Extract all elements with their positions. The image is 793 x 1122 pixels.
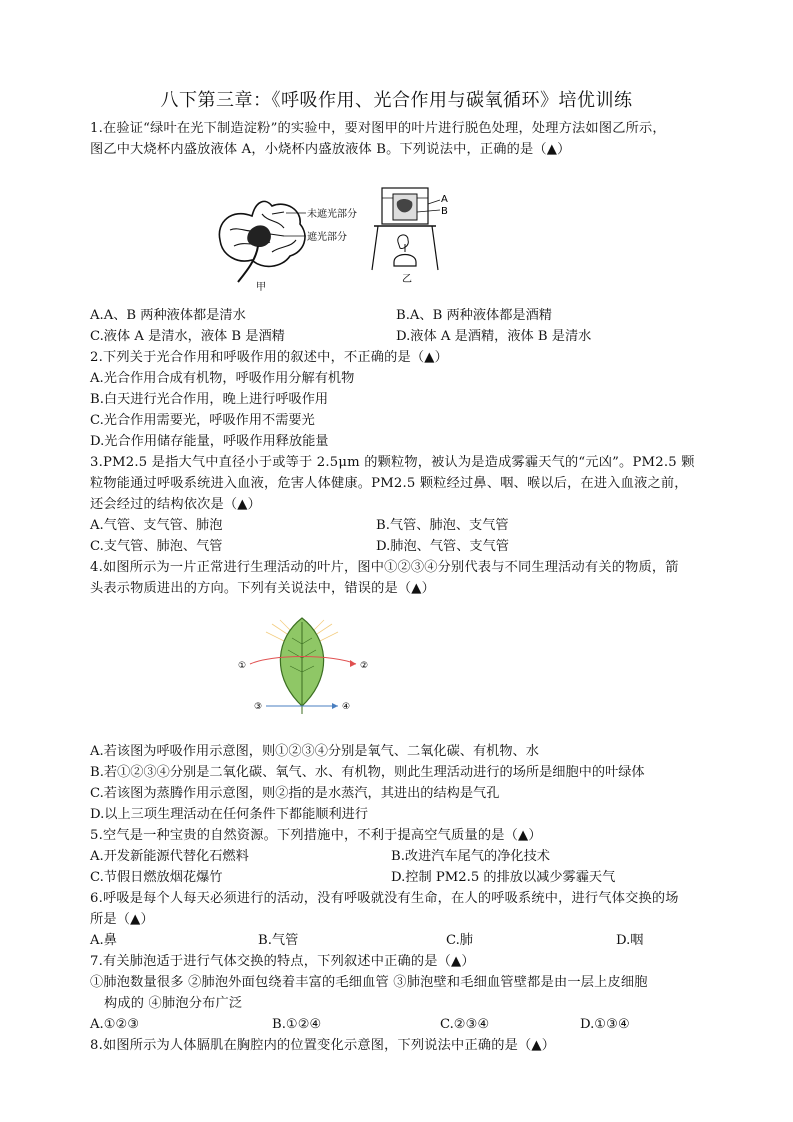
q4-label-2: ② — [360, 661, 369, 671]
q5-option-a: A.开发新能源代替化石燃料 — [90, 849, 249, 864]
q6-option-d: D.咽 — [616, 933, 644, 948]
q5-option-b: B.改进汽车尾气的净化技术 — [391, 849, 550, 864]
q3-stem-line3: 还会经过的结构依次是（▲） — [90, 497, 261, 512]
q3-option-c: C.支气管、肺泡、气管 — [90, 539, 223, 554]
q1-stem-line2: 图乙中大烧杯内盛放液体 A，小烧杯内盛放液体 B。下列说法中，正确的是（▲） — [90, 142, 571, 157]
q4-label-4: ④ — [342, 702, 351, 712]
q1-option-a: A.A、B 两种液体都是清水 — [90, 308, 246, 323]
q1-stem-line1: 1.在验证“绿叶在光下制造淀粉”的实验中，要对图甲的叶片进行脱色处理，处理方法如图乙所示， — [90, 121, 666, 136]
q1-option-c: C.液体 A 是清水，液体 B 是酒精 — [90, 329, 285, 344]
q2-option-b: B.白天进行光合作用，晚上进行呼吸作用 — [90, 392, 329, 407]
q4-option-d: D.以上三项生理活动在任何条件下都能顺利进行 — [90, 807, 369, 822]
page-title: 八下第三章：《呼吸作用、光合作用与碳氧循环》培优训练 — [160, 90, 633, 111]
q3-option-a: A.气管、支气管、肺泡 — [90, 518, 223, 533]
unshaded-label: 未遮光部分 — [307, 209, 357, 220]
leaf-jia-drawing — [219, 201, 305, 282]
q2-option-c: C.光合作用需要光，呼吸作用不需要光 — [90, 413, 315, 428]
q4-stem-line2: 头表示物质进出的方向。下列有关说法中，错误的是（▲） — [90, 581, 436, 596]
q7-option-a: A.①②③ — [90, 1017, 140, 1032]
q4-label-1: ① — [238, 661, 247, 671]
liquid-a-label: A — [441, 194, 448, 205]
fig-jia-label: 甲 — [256, 282, 266, 293]
fig-yi-label: 乙 — [402, 274, 412, 285]
q4-option-b: B.若①②③④分别是二氧化碳、氧气、水、有机物，则此生理活动进行的场所是细胞中的叶绿体 — [90, 765, 645, 780]
q3-option-d: D.肺泡、气管、支气管 — [376, 539, 509, 554]
q1-option-d: D.液体 A 是酒精，液体 B 是清水 — [396, 329, 592, 344]
q5-stem: 5.空气是一种宝贵的自然资源。下列措施中，不利于提高空气质量的是（▲） — [90, 828, 542, 843]
q6-option-a: A.鼻 — [90, 933, 117, 948]
q1-figure — [212, 186, 452, 294]
q7-option-b: B.①②④ — [272, 1017, 322, 1032]
shaded-label: 遮光部分 — [307, 232, 347, 243]
beaker-apparatus-yi-drawing — [372, 188, 438, 270]
q6-stem-line1: 6.呼吸是每个人每天必须进行的活动，没有呼吸就没有生命，在人的呼吸系统中，进行气体交换的场 — [90, 891, 679, 906]
q2-stem: 2.下列关于光合作用和呼吸作用的叙述中，不正确的是（▲） — [90, 350, 449, 365]
q2-option-a: A.光合作用合成有机物，呼吸作用分解有机物 — [90, 371, 355, 386]
q8-stem: 8.如图所示为人体膈肌在胸腔内的位置变化示意图，下列说法中正确的是（▲） — [90, 1038, 556, 1053]
q5-option-d: D.控制 PM2.5 的排放以减少雾霾天气 — [391, 870, 616, 885]
q4-option-a: A.若该图为呼吸作用示意图，则①②③④分别是氧气、二氧化碳、有机物、水 — [90, 744, 539, 759]
q7-option-d: D.①③④ — [580, 1017, 630, 1032]
q1-option-b: B.A、B 两种液体都是酒精 — [396, 308, 552, 323]
q4-label-3: ③ — [254, 702, 263, 712]
q4-stem-line1: 4.如图所示为一片正常进行生理活动的叶片，图中①②③④分别代表与不同生理活动有关的物质，箭 — [90, 560, 679, 575]
q6-stem-line2: 所是（▲） — [90, 912, 154, 927]
liquid-b-label: B — [441, 206, 448, 217]
q7-option-c: C.②③④ — [440, 1017, 490, 1032]
q6-option-b: B.气管 — [258, 933, 299, 948]
q4-option-c: C.若该图为蒸腾作用示意图，则②指的是水蒸汽，其进出的结构是气孔 — [90, 786, 500, 801]
q5-option-c: C.节假日燃放烟花爆竹 — [90, 870, 223, 885]
q7-stem: 7.有关肺泡适于进行气体交换的特点，下列叙述中正确的是（▲） — [90, 954, 475, 969]
q3-stem-line1: 3.PM2.5 是指大气中直径小于或等于 2.5μm 的颗粒物，被认为是造成雾霾天气的“元凶”。PM2.5 颗 — [90, 455, 695, 470]
q7-line3: 构成的 ④肺泡分布广泛 — [104, 996, 243, 1011]
q7-line2: ①肺泡数量很多 ②肺泡外面包绕着丰富的毛细血管 ③肺泡壁和毛细血管壁都是由一层上皮细胞 — [90, 975, 648, 990]
q3-option-b: B.气管、肺泡、支气管 — [376, 518, 509, 533]
q3-stem-line2: 粒物能通过呼吸系统进入血液，危害人体健康。PM2.5 颗粒经过鼻、咽、喉以后，在进入血液之前， — [90, 476, 688, 491]
q6-option-c: C.肺 — [446, 933, 473, 948]
q4-leaf-figure — [232, 614, 372, 720]
q2-option-d: D.光合作用储存能量，呼吸作用释放能量 — [90, 434, 329, 449]
